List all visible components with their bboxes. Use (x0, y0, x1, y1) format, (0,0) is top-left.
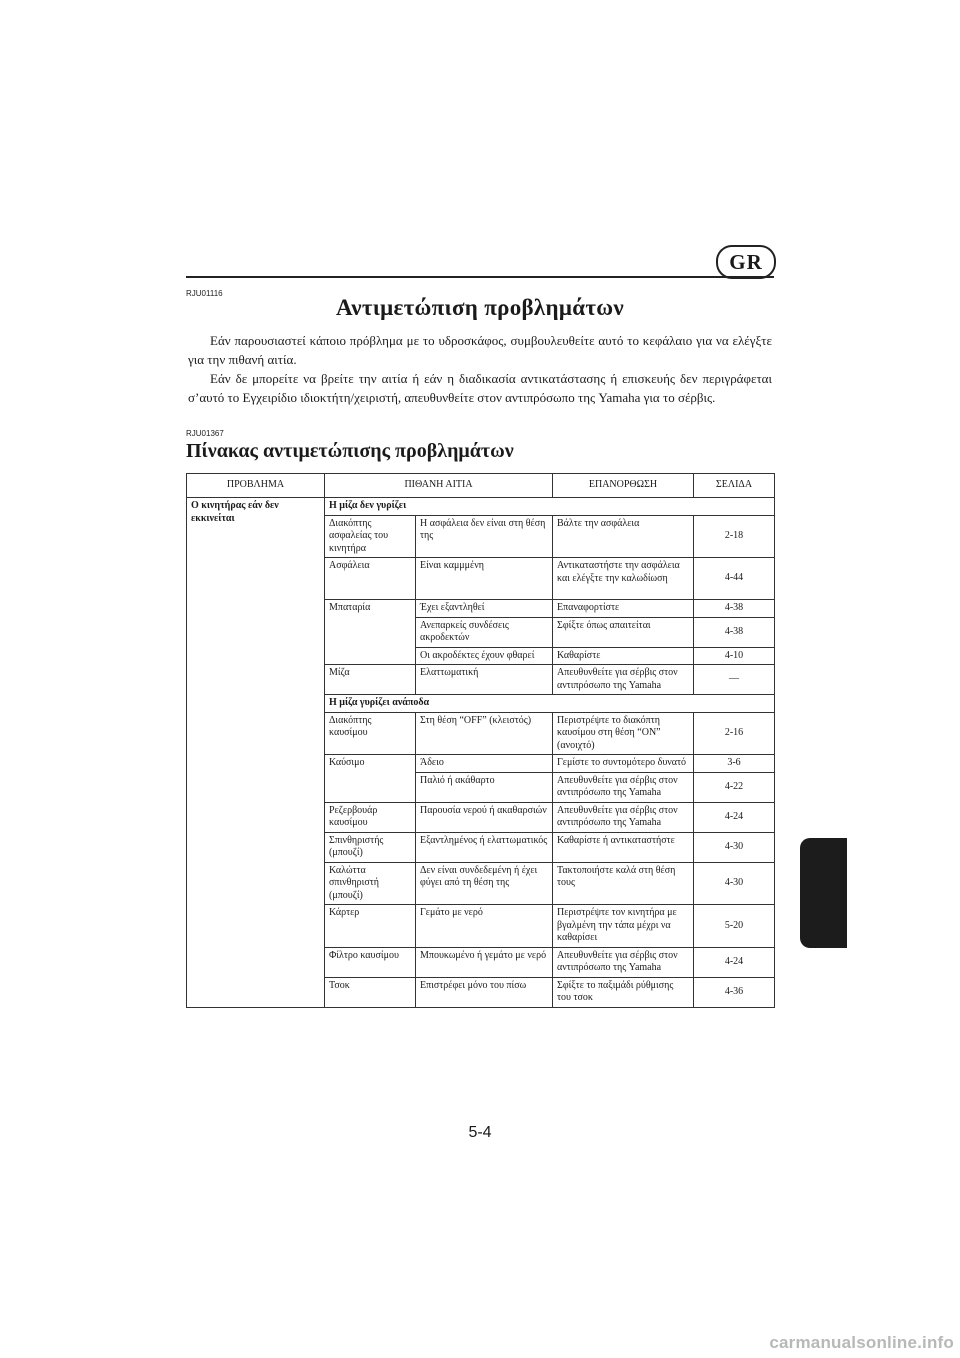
intro-text (188, 331, 772, 407)
table-header-row (187, 474, 775, 498)
cause-detail: Στη θέση “OFF” (κλειστός) (416, 712, 553, 755)
remedy-cell: Αντικαταστήστε την ασφάλεια και ελέγξτε την καλωδίωση (553, 558, 694, 600)
page-cell: 4-38 (694, 617, 775, 647)
cause-detail: Μπουκωμένο ή γεμάτο με νερό (416, 947, 553, 977)
remedy-cell: Απευθυνθείτε για σέρβις στον αντιπρόσωπο της Yamaha (553, 665, 694, 695)
cause-detail: Επιστρέφει μόνο του πίσω (416, 977, 553, 1007)
subheading-row: Η μίζα δεν γυρίζει (325, 498, 775, 516)
page-cell: 4-36 (694, 977, 775, 1007)
cause-detail: Ανεπαρκείς συνδέσεις ακροδεκτών (416, 617, 553, 647)
header-remedy: ΕΠΑΝΟΡΘΩΣΗ (553, 474, 694, 498)
header-page: ΣΕΛΙΔΑ (694, 474, 775, 498)
page-cell: 4-22 (694, 772, 775, 802)
cause-detail: Παλιό ή ακάθαρτο (416, 772, 553, 802)
cause-detail: Εξαντλημένος ή ελαττωματικός (416, 832, 553, 862)
cause-component: Καύσιμο (325, 755, 416, 803)
cause-detail: Γεμάτο με νερό (416, 905, 553, 948)
remedy-cell: Καθαρίστε ή αντικαταστήστε (553, 832, 694, 862)
header-rule (186, 276, 774, 278)
page-cell: 5-20 (694, 905, 775, 948)
cause-detail: Είναι καμμμένη (416, 558, 553, 600)
cause-detail: Ελαττωματική (416, 665, 553, 695)
remedy-cell: Απευθυνθείτε για σέρβις στον αντιπρόσωπο της Yamaha (553, 772, 694, 802)
page-cell: 4-30 (694, 862, 775, 905)
intro-paragraph: Εάν παρουσιαστεί κάποιο πρόβλημα με το υδροσκάφος, συμβουλευθείτε αυτό το κεφάλαιο για να ελέγξτε για την πιθανή αιτία. (188, 333, 772, 367)
problem-cell: Ο κινητήρας εάν δεν εκκινείται (187, 498, 325, 1008)
cause-component: Φίλτρο καυσίμου (325, 947, 416, 977)
cause-component: Ρεζερβουάρ καυσίμου (325, 802, 416, 832)
page-cell: 4-44 (694, 558, 775, 600)
header-problem: ΠΡΟΒΛΗΜΑ (187, 474, 325, 498)
remedy-cell: Απευθυνθείτε για σέρβις στον αντιπρόσωπο της Yamaha (553, 947, 694, 977)
header-cause: ΠΙΘΑΝΗ ΑΙΤΙΑ (325, 474, 553, 498)
page-cell: 3-6 (694, 755, 775, 773)
cause-component: Σπινθηριστής (μπουζί) (325, 832, 416, 862)
intro-paragraph: Εάν δε μπορείτε να βρείτε την αιτία ή εάν η διαδικασία αντικατάστασης ή επισκευής δεν περιγράφεται σ’αυτό το Εγχειρίδιο ιδιοκτήτη/χειριστή, απευθυνθείτε στον αντιπρόσωπο της Yamaha για το σέρβις. (188, 371, 772, 405)
remedy-cell: Τακτοποιήστε καλά στη θέση τους (553, 862, 694, 905)
cause-component: Μίζα (325, 665, 416, 695)
cause-detail: Παρουσία νερού ή ακαθαρσιών (416, 802, 553, 832)
cause-detail: Άδειο (416, 755, 553, 773)
section-code: RJU01116 (186, 289, 223, 298)
watermark: carmanualsonline.info (769, 1333, 954, 1352)
cause-detail: Η ασφάλεια δεν είναι στη θέση της (416, 515, 553, 558)
section-code: RJU01367 (186, 429, 224, 438)
cause-component: Διακόπτης καυσίμου (325, 712, 416, 755)
cause-detail: Έχει εξαντληθεί (416, 600, 553, 618)
page-cell: 4-30 (694, 832, 775, 862)
remedy-cell: Καθαρίστε (553, 647, 694, 665)
page-cell: 2-18 (694, 515, 775, 558)
troubleshooting-table (186, 473, 775, 1008)
cause-component: Κάρτερ (325, 905, 416, 948)
page-number: 5-4 (468, 1124, 492, 1141)
table-row (187, 498, 775, 516)
page-cell: 2-16 (694, 712, 775, 755)
cause-component: Καλώττα σπινθηριστή (μπουζί) (325, 862, 416, 905)
remedy-cell: Απευθυνθείτε για σέρβις στον αντιπρόσωπο της Yamaha (553, 802, 694, 832)
cause-detail: Οι ακροδέκτες έχουν φθαρεί (416, 647, 553, 665)
page-cell: — (694, 665, 775, 695)
page-cell: 4-24 (694, 802, 775, 832)
page-cell: 4-24 (694, 947, 775, 977)
cause-component: Τσοκ (325, 977, 416, 1007)
page-cell: 4-10 (694, 647, 775, 665)
remedy-cell: Σφίξτε όπως απαιτείται (553, 617, 694, 647)
chapter-tab (800, 838, 847, 948)
table-heading: Πίνακας αντιμετώπισης προβλημάτων (186, 440, 514, 462)
remedy-cell: Βάλτε την ασφάλεια (553, 515, 694, 558)
cause-detail: Δεν είναι συνδεδεμένη ή έχει φύγει από τη θέση της (416, 862, 553, 905)
subheading-row: Η μίζα γυρίζει ανάποδα (325, 695, 775, 713)
page-title: Αντιμετώπιση προβλημάτων (336, 295, 624, 320)
page-cell: 4-38 (694, 600, 775, 618)
remedy-cell: Περιστρέψτε το διακόπτη καυσίμου στη θέση “ON” (ανοιχτό) (553, 712, 694, 755)
remedy-cell: Γεμίστε το συντομότερο δυνατό (553, 755, 694, 773)
cause-component: Διακόπτης ασφαλείας του κινητήρα (325, 515, 416, 558)
remedy-cell: Περιστρέψτε τον κινητήρα με βγαλμένη την τάπα μέχρι να καθαρίσει (553, 905, 694, 948)
cause-component: Μπαταρία (325, 600, 416, 665)
remedy-cell: Επαναφορτίστε (553, 600, 694, 618)
cause-component: Ασφάλεια (325, 558, 416, 600)
language-badge: GR (716, 245, 776, 279)
remedy-cell: Σφίξτε το παξιμάδι ρύθμισης του τσοκ (553, 977, 694, 1007)
